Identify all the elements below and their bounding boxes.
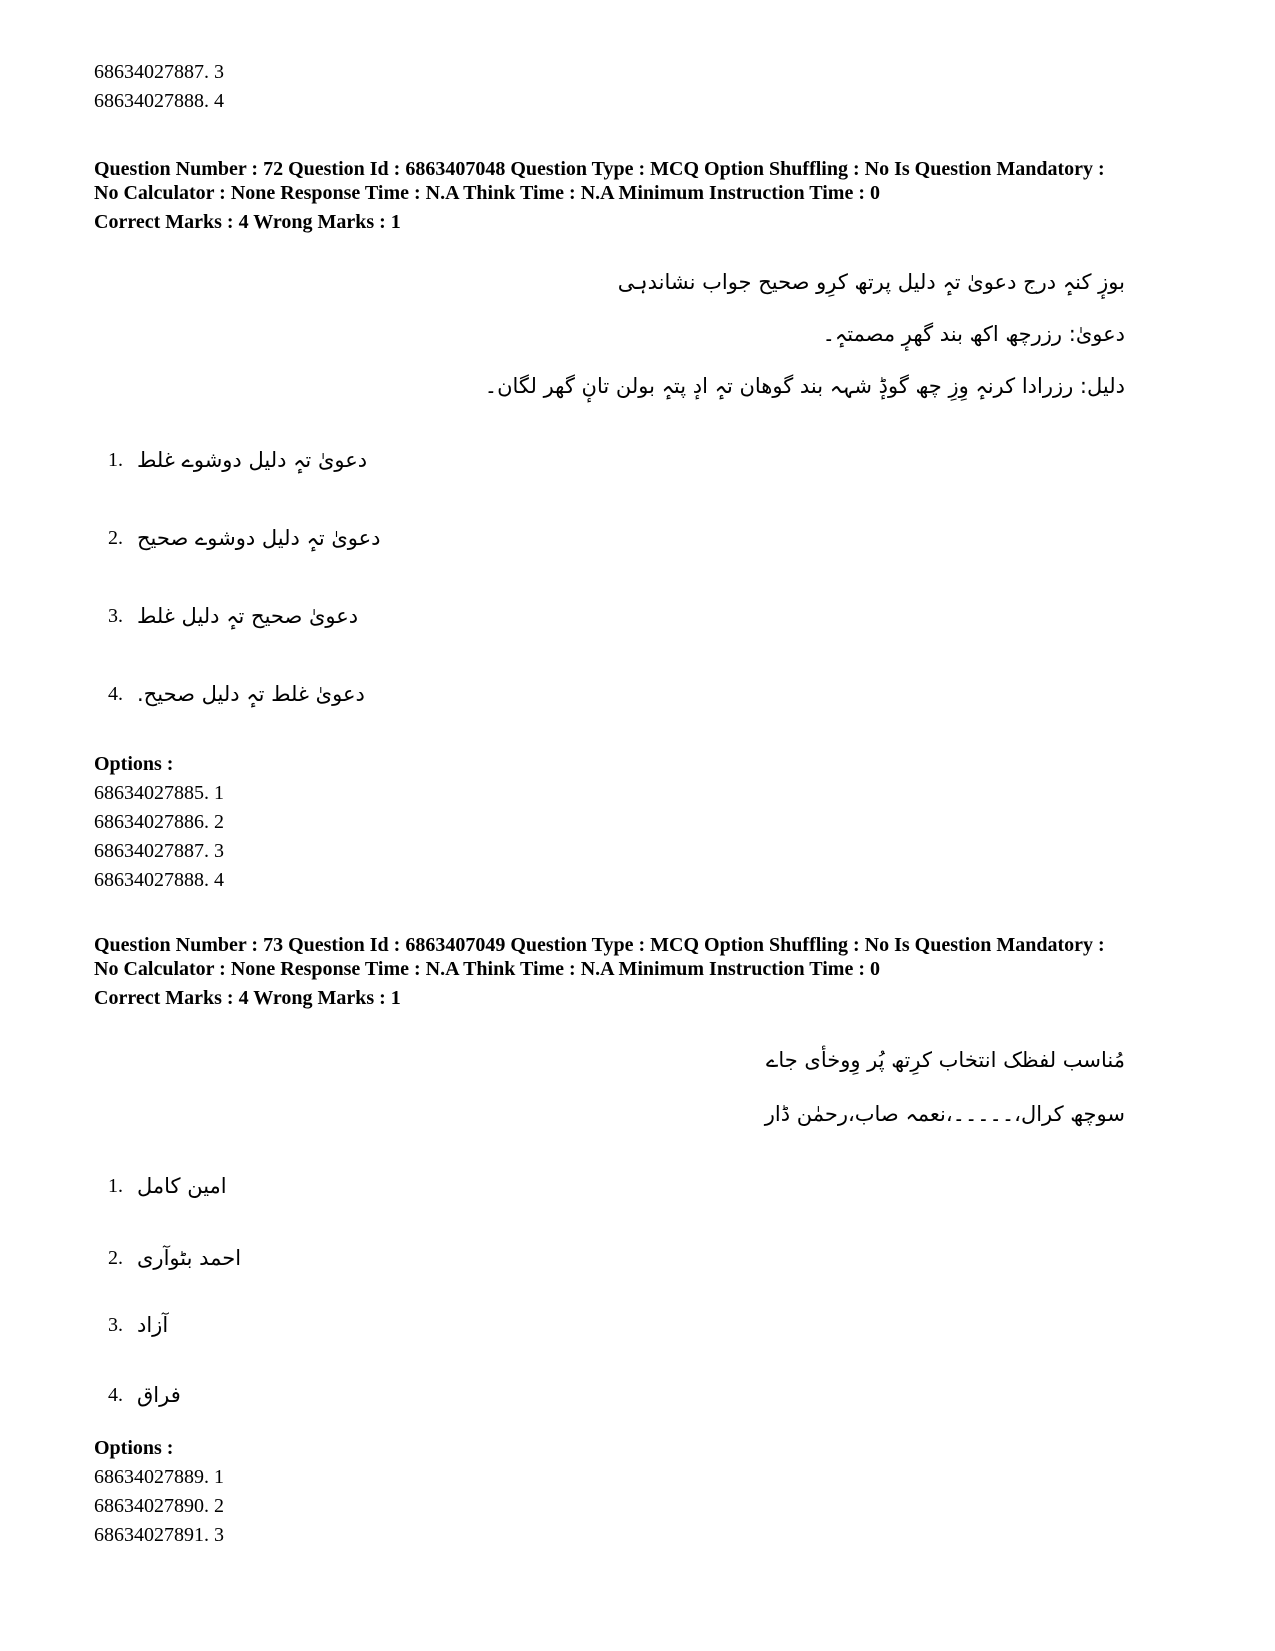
choice-text: آزاد <box>137 1313 169 1337</box>
stem-line: دلیل: رزرادا کرنہٕ وِزِ چھ گوڈٕ شہہ بند گوھان تہٕ ادٕ پتہٕ بولن تانٕ گھر لگان۔ <box>484 374 1125 398</box>
answer-choice <box>108 1166 227 1206</box>
choice-number: 1. <box>108 449 123 471</box>
answer-choice <box>108 1305 168 1345</box>
choice-text: دعویٰ تہٕ دلیل دوشوے صحیح <box>137 526 381 550</box>
choice-text: امین کامل <box>137 1174 227 1198</box>
marks-line: Correct Marks : 4 Wrong Marks : 1 <box>94 211 401 233</box>
choice-number: 2. <box>108 1247 123 1269</box>
choice-number: 4. <box>108 1384 123 1406</box>
question-header: Question Number : 72 Question Id : 6863407048 Question Type : MCQ Option Shuffling : No Is Question Mandatory : <box>94 158 1105 180</box>
options-label: Options : <box>94 753 174 775</box>
stem-line: سوچھ کرال،۔۔۔۔۔،نعمہ صاب،رحمٰن ڈار <box>764 1102 1125 1126</box>
stem-line: مُناسب لفظک انتخاب کرِتھ پُر وِوخأی جاے <box>766 1048 1125 1072</box>
answer-choice <box>108 596 358 636</box>
answer-choice <box>108 440 367 480</box>
answer-choice <box>108 1375 181 1415</box>
option-id-line: 68634027888. 4 <box>94 90 224 112</box>
choice-text: دعویٰ غلط تہٕ دلیل صحیح. <box>137 682 365 706</box>
choice-number: 2. <box>108 527 123 549</box>
option-id-line: 68634027885. 1 <box>94 782 224 804</box>
choice-number: 3. <box>108 605 123 627</box>
option-id-line: 68634027886. 2 <box>94 811 224 833</box>
choice-text: فراق <box>137 1383 181 1407</box>
option-id-line: 68634027890. 2 <box>94 1495 224 1517</box>
question-header: Question Number : 73 Question Id : 6863407049 Question Type : MCQ Option Shuffling : No Is Question Mandatory : <box>94 934 1105 956</box>
choice-number: 1. <box>108 1175 123 1197</box>
option-id-line: 68634027889. 1 <box>94 1466 224 1488</box>
choice-text: دعویٰ تہٕ دلیل دوشوے غلط <box>137 448 368 472</box>
answer-choice <box>108 1238 241 1278</box>
question-header: No Calculator : None Response Time : N.A Think Time : N.A Minimum Instruction Time : 0 <box>94 182 880 204</box>
option-id-line: 68634027888. 4 <box>94 869 224 891</box>
option-id-line: 68634027891. 3 <box>94 1524 224 1546</box>
stem-line: دعویٰ: رزرچھ اکھ بند گھرٕ مصمتہٕ۔ <box>822 322 1125 346</box>
option-id-line: 68634027887. 3 <box>94 840 224 862</box>
options-label: Options : <box>94 1437 174 1459</box>
question-header: No Calculator : None Response Time : N.A Think Time : N.A Minimum Instruction Time : 0 <box>94 958 880 980</box>
marks-line: Correct Marks : 4 Wrong Marks : 1 <box>94 987 401 1009</box>
choice-text: دعویٰ صحیح تہٕ دلیل غلط <box>137 604 359 628</box>
answer-choice <box>108 674 365 714</box>
option-id-line: 68634027887. 3 <box>94 61 224 83</box>
answer-choice <box>108 518 381 558</box>
choice-text: احمد بٹوآری <box>137 1246 242 1270</box>
choice-number: 3. <box>108 1314 123 1336</box>
stem-line: بوزٕ کنہٕ درج دعویٰ تہٕ دلیل پرتھ کرِو صحیح جواب نشاندہی <box>617 270 1125 294</box>
choice-number: 4. <box>108 683 123 705</box>
